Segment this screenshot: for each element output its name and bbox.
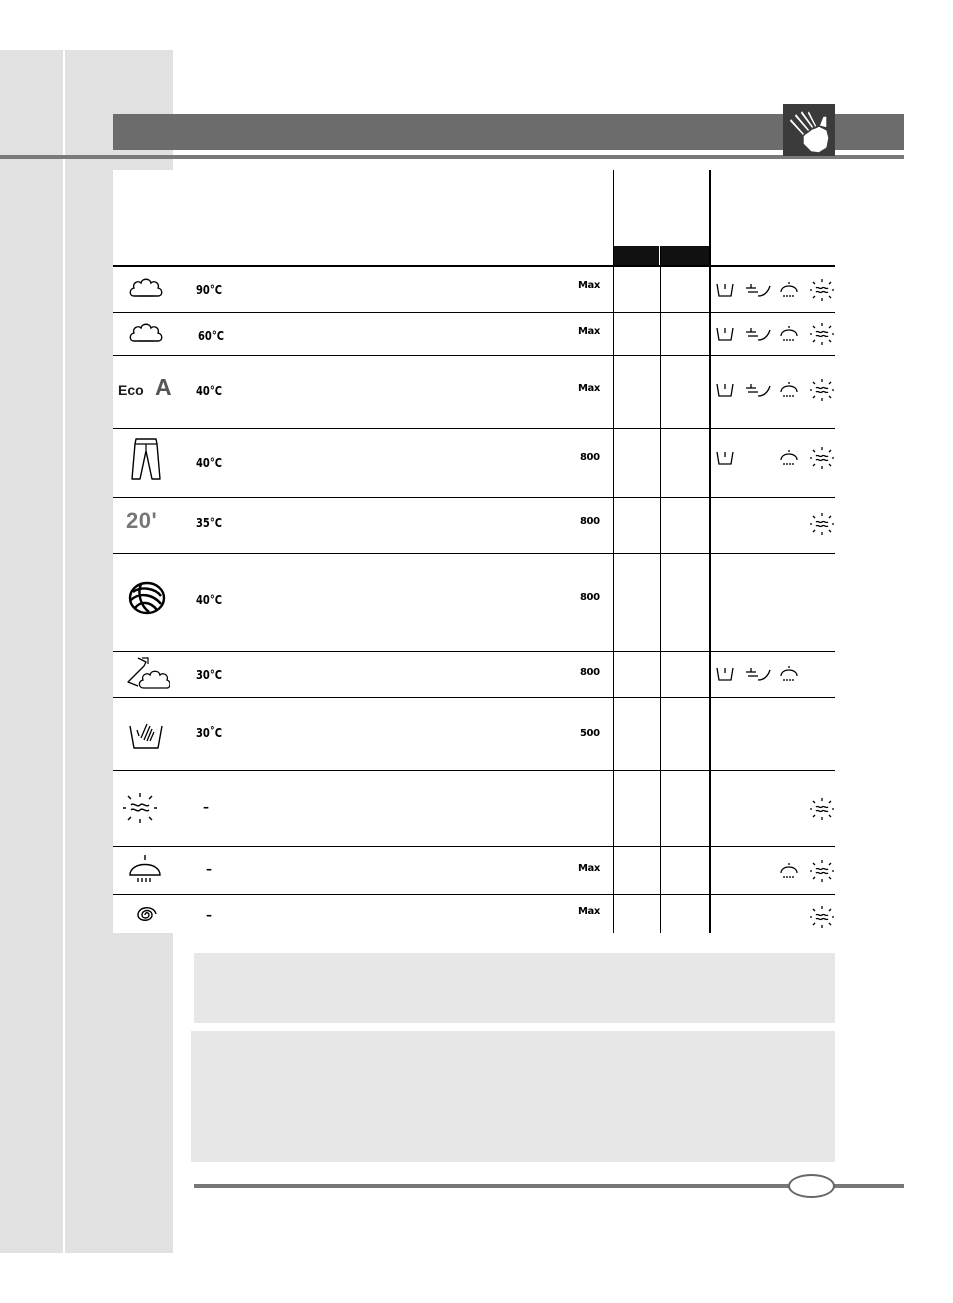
spin-speed: 500 [580,728,600,739]
column-divider [613,170,614,933]
rinse-icon [781,326,797,341]
crease-icon [810,379,834,401]
spin-speed: 800 [580,592,600,603]
rinse-icon [781,450,797,465]
spin-icon [130,900,160,930]
prewash-icon [717,452,733,464]
side-band-divider [63,50,65,1253]
temperature-value: – [206,862,212,876]
row-border [113,355,835,356]
twenty-minutes-label: 20' [126,508,158,533]
option-icons [714,322,836,348]
temperature-value: 60°C [198,329,225,343]
crease-icon [810,447,834,469]
option-icons [714,797,836,823]
row-border [113,312,835,313]
temperature-value: 40°C [196,456,223,470]
wool-icon [127,580,167,616]
column-header-cell [614,246,659,265]
rinse-icon [781,863,797,878]
temperature-value: 30°C [196,668,223,682]
column-divider [709,170,711,933]
spin-speed: Max [578,383,600,394]
prewash-icon [717,284,733,296]
header-rule [0,155,904,159]
header-row-border [113,265,835,267]
option-icons [714,859,836,885]
column-divider [660,246,661,933]
prewash-icon [717,384,733,396]
note-box [194,953,835,1023]
temperature-value: 35°C [196,516,223,530]
option-icons [714,905,836,931]
spin-speed: Max [578,906,600,917]
prewash-icon [717,328,733,340]
cotton-icon [128,319,164,347]
crease-icon [810,279,834,301]
crease-icon [810,513,834,535]
crease-icon [810,860,834,882]
rinse-icon [781,382,797,397]
eco-label-text: Eco [118,382,144,398]
row-border [113,553,835,554]
option-icons [714,662,836,688]
note-box [191,1031,835,1162]
temperature-value: – [203,800,209,814]
crease-icon [810,798,834,820]
mixed-fabrics-icon [126,656,170,692]
hand-wash-icon [127,716,165,752]
spin-speed: 800 [580,667,600,678]
spin-speed: Max [578,280,600,291]
crease-icon [122,792,158,824]
temperature-value: – [206,908,212,922]
rinse-icon [781,666,797,681]
temperature-value: 90°C [196,283,223,297]
stain-icon [746,384,770,396]
rinse-icon [781,282,797,297]
row-border [113,894,835,895]
prewash-icon [717,668,733,680]
row-border [113,770,835,771]
spin-speed: Max [578,326,600,337]
stain-icon [746,668,770,680]
temperature-value: 30˚C [196,726,223,740]
cotton-icon [128,274,164,302]
page-number-oval [788,1174,835,1198]
rinse-icon [127,853,163,885]
eco-label-letter: A [155,374,172,400]
option-icons [714,446,836,472]
hand-icon [783,104,835,156]
jeans-icon [130,437,162,481]
option-icons [714,278,836,304]
option-icons [714,378,836,404]
row-border [113,697,835,698]
spin-speed: 800 [580,452,600,463]
column-header-cell [661,246,709,265]
row-border [113,846,835,847]
option-icons [714,512,836,538]
hand-tab [783,104,835,156]
stain-icon [746,328,770,340]
stain-icon [746,284,770,296]
spin-speed: 800 [580,516,600,527]
crease-icon [810,906,834,928]
temperature-value: 40°C [196,384,223,398]
row-border [113,651,835,652]
temperature-value: 40°C [196,593,223,607]
spin-speed: Max [578,863,600,874]
row-border [113,497,835,498]
crease-icon [810,323,834,345]
row-border [113,428,835,429]
